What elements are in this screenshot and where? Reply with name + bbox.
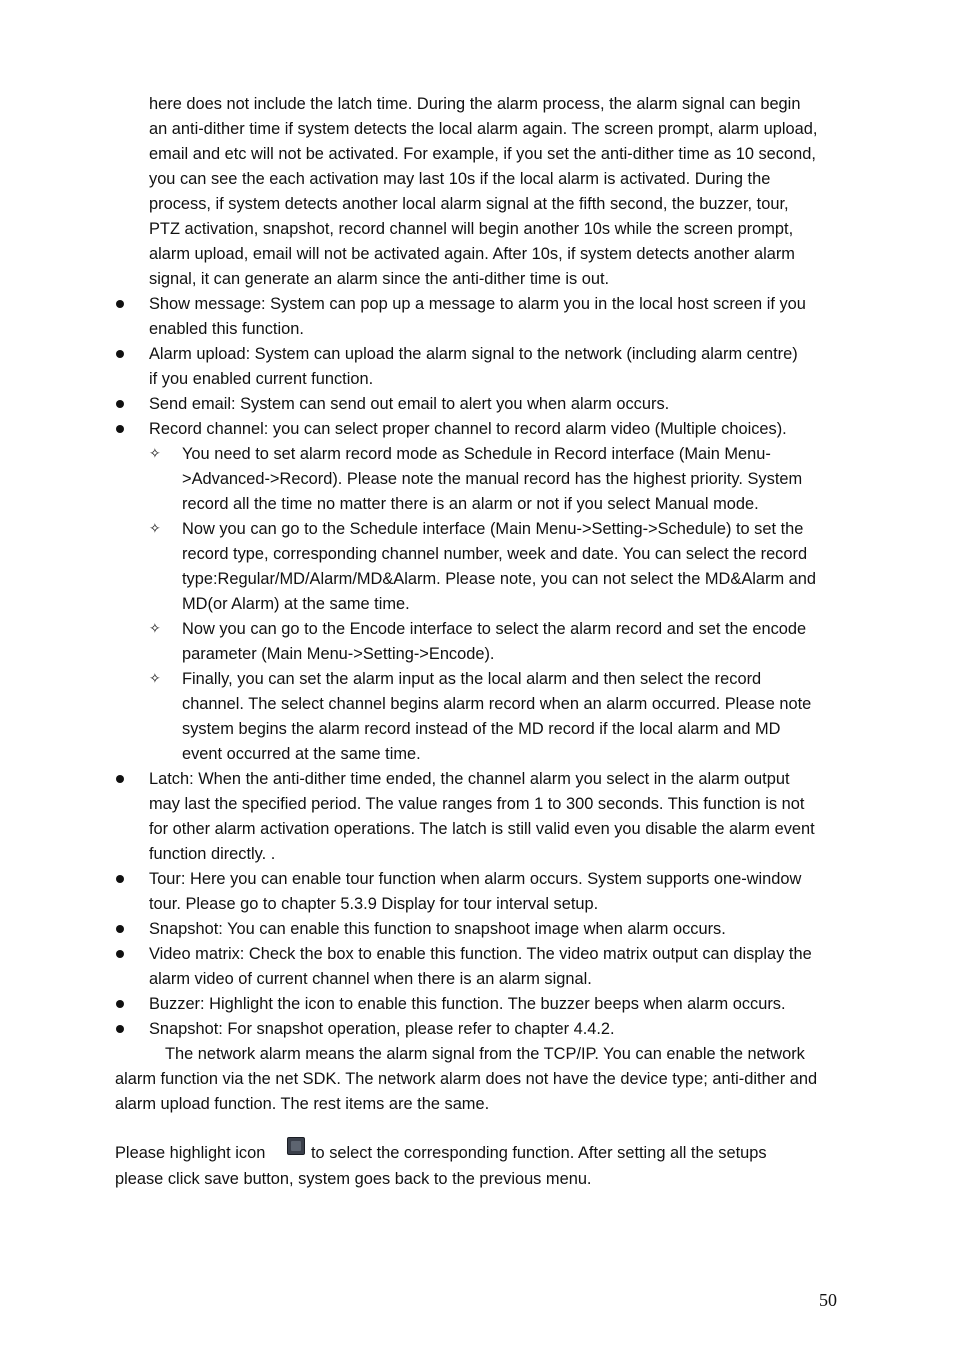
- paragraph-line: here does not include the latch time. During the alarm process, the alarm signal can begin: [149, 95, 801, 113]
- network-alarm-paragraph-line: The network alarm means the alarm signal from the TCP/IP. You can enable the network: [165, 1045, 805, 1063]
- highlight-instruction-line2: please click save button, system goes back to the previous menu.: [115, 1170, 592, 1188]
- bullet-item-line: if you enabled current function.: [149, 370, 374, 388]
- paragraph-line: alarm upload, email will not be activated again. After 10s, if system detects another alarm: [149, 245, 795, 263]
- bullet-icon: [116, 350, 124, 358]
- sub-bullet-item-line: record all the time no matter there is an alarm or not if you select Manual mode.: [182, 495, 759, 513]
- bullet-item-line: enabled this function.: [149, 320, 304, 338]
- sub-bullet-item-line: MD(or Alarm) at the same time.: [182, 595, 410, 613]
- paragraph-line: email and etc will not be activated. For example, if you set the anti-dither time as 10 second,: [149, 145, 816, 163]
- sub-bullet-item-line: record type, corresponding channel number, week and date. You can select the record: [182, 545, 808, 563]
- diamond-bullet-icon: ✧: [149, 621, 161, 637]
- bullet-icon: [116, 1025, 124, 1033]
- bullet-item-line: Snapshot: For snapshot operation, please refer to chapter 4.4.2.: [149, 1020, 615, 1038]
- bullet-icon: [116, 950, 124, 958]
- sub-bullet-item-line: Now you can go to the Schedule interface (Main Menu->Setting->Schedule) to set the: [182, 520, 804, 538]
- paragraph-line: signal, it can generate an alarm since the anti-dither time is out.: [149, 270, 610, 288]
- bullet-icon: [116, 425, 124, 433]
- sub-bullet-item-line: Now you can go to the Encode interface to select the alarm record and set the encode: [182, 620, 807, 638]
- diamond-bullet-icon: ✧: [149, 521, 161, 537]
- network-alarm-paragraph-line: alarm function via the net SDK. The network alarm does not have the device type; anti-dither and: [115, 1070, 818, 1088]
- bullet-icon: [116, 400, 124, 408]
- bullet-item-line: Alarm upload: System can upload the alarm signal to the network (including alarm centre): [149, 345, 798, 363]
- sub-bullet-item-line: system begins the alarm record instead of the MD record if the local alarm and MD: [182, 720, 781, 738]
- paragraph-line: you can see the each activation may last 10s if the local alarm is activated. During the: [149, 170, 771, 188]
- sub-bullet-item-line: parameter (Main Menu->Setting->Encode).: [182, 645, 495, 663]
- paragraph-line: process, if system detects another local alarm signal at the fifth second, the buzzer, tour,: [149, 195, 789, 213]
- bullet-icon: [116, 1000, 124, 1008]
- paragraph-line: an anti-dither time if system detects the local alarm again. The screen prompt, alarm upload,: [149, 120, 818, 138]
- diamond-bullet-icon: ✧: [149, 446, 161, 462]
- bullet-item-line: Video matrix: Check the box to enable this function. The video matrix output can display the: [149, 945, 812, 963]
- bullet-item-line: tour. Please go to chapter 5.3.9 Display for tour interval setup.: [149, 895, 599, 913]
- bullet-item-line: Snapshot: You can enable this function to snapshoot image when alarm occurs.: [149, 920, 726, 938]
- page-number: 50: [819, 1290, 837, 1310]
- highlight-instruction-start: Please highlight icon: [115, 1144, 266, 1162]
- bullet-item-line: Tour: Here you can enable tour function when alarm occurs. System supports one-window: [149, 870, 802, 888]
- bullet-item-line: alarm video of current channel when there is an alarm signal.: [149, 970, 592, 988]
- bullet-item-line: Buzzer: Highlight the icon to enable this function. The buzzer beeps when alarm occurs.: [149, 995, 786, 1013]
- bullet-item-line: Latch: When the anti-dither time ended, the channel alarm you select in the alarm output: [149, 770, 790, 788]
- network-alarm-paragraph-line: alarm upload function. The rest items are the same.: [115, 1095, 490, 1113]
- sub-bullet-item-line: You need to set alarm record mode as Schedule in Record interface (Main Menu-: [182, 445, 771, 463]
- sub-bullet-item-line: type:Regular/MD/Alarm/MD&Alarm. Please note, you can not select the MD&Alarm and: [182, 570, 817, 588]
- sub-bullet-item-line: event occurred at the same time.: [182, 745, 421, 763]
- highlight-square-icon: [287, 1137, 305, 1155]
- paragraph-line: PTZ activation, snapshot, record channel will begin another 10s while the screen prompt,: [149, 220, 794, 238]
- bullet-icon: [116, 775, 124, 783]
- bullet-icon: [116, 300, 124, 308]
- bullet-item-line: Show message: System can pop up a message to alarm you in the local host screen if you: [149, 295, 806, 313]
- sub-bullet-item-line: >Advanced->Record). Please note the manual record has the highest priority. System: [182, 470, 803, 488]
- bullet-item-line: may last the specified period. The value ranges from 1 to 300 seconds. This function is not: [149, 795, 805, 813]
- bullet-item-line: for other alarm activation operations. The latch is still valid even you disable the alarm event: [149, 820, 815, 838]
- sub-bullet-item-line: Finally, you can set the alarm input as the local alarm and then select the record: [182, 670, 762, 688]
- highlight-instruction-end: to select the corresponding function. After setting all the setups: [311, 1144, 767, 1162]
- bullet-icon: [116, 925, 124, 933]
- sub-bullet-item-line: channel. The select channel begins alarm record when an alarm occurred. Please note: [182, 695, 812, 713]
- bullet-icon: [116, 875, 124, 883]
- diamond-bullet-icon: ✧: [149, 671, 161, 687]
- bullet-item-line: function directly. .: [149, 845, 276, 863]
- bullet-item-line: Record channel: you can select proper channel to record alarm video (Multiple choices).: [149, 420, 787, 438]
- bullet-item-line: Send email: System can send out email to alert you when alarm occurs.: [149, 395, 670, 413]
